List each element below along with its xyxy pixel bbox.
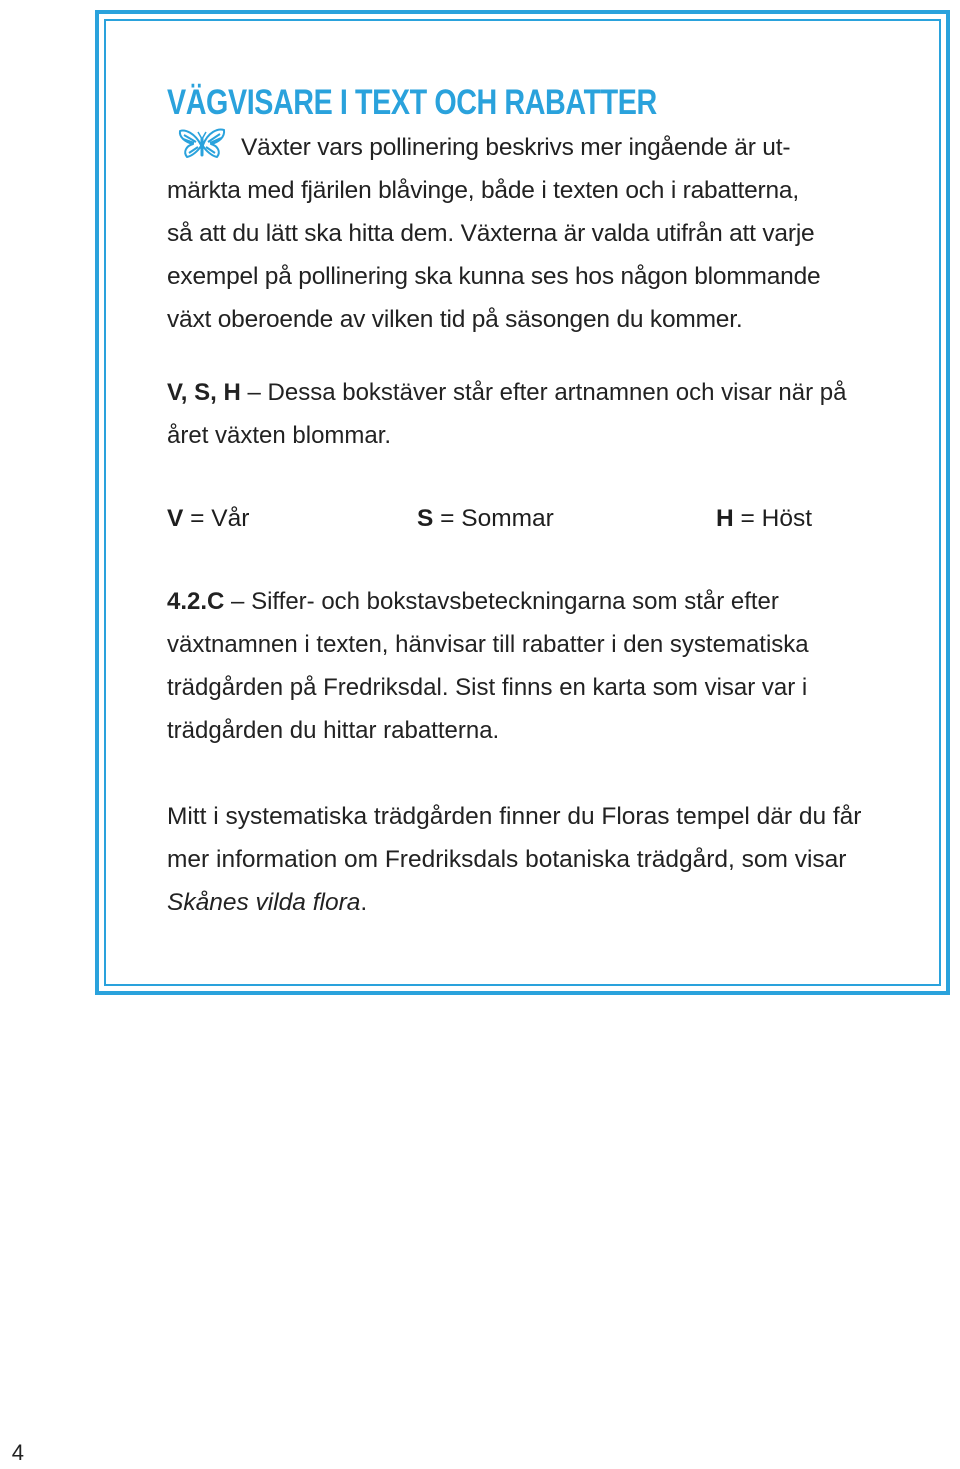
- codes-text: Siffer- och bokstavsbeteckningarna som står efter växtnamnen i texten, hänvisar till rabatter i den systematiska trädgården på Fredriksdal. Sist finns en karta som visar var i trädgården du hittar rabatterna.: [167, 588, 809, 744]
- intro-line-5: växt oberoende av vilken tid på säsongen du kommer.: [167, 306, 743, 333]
- intro-line-4: exempel på pollinering ska kunna ses hos någon blommande: [167, 263, 821, 290]
- codes-lead: 4.2.C: [167, 588, 225, 615]
- legend-label: = Vår: [190, 505, 250, 532]
- legend-summer: [417, 497, 554, 540]
- section-title: VÄGVISARE I TEXT OCH RABATTER: [167, 83, 657, 122]
- legend-label: = Sommar: [440, 505, 554, 532]
- butterfly-icon: [177, 127, 227, 161]
- seasons-paragraph: [167, 371, 882, 457]
- codes-paragraph: [167, 580, 882, 752]
- legend-autumn: [716, 497, 812, 540]
- legend-label: = Höst: [740, 505, 813, 532]
- guide-content: [167, 80, 882, 949]
- intro-line-2: märkta med fjärilen blåvinge, både i texten och i rabatterna,: [167, 177, 799, 204]
- page-number: 4: [11, 1440, 24, 1465]
- seasons-dash: –: [247, 379, 261, 406]
- legend-letter: S: [417, 505, 434, 532]
- temple-paragraph: [167, 795, 882, 924]
- temple-text: Mitt i systematiska trädgården finner du Floras tempel där du får mer information om Fredriksdals botaniska trädgård, som visar: [167, 803, 862, 873]
- seasons-text: Dessa bokstäver står efter artnamnen och visar när på året växten blommar.: [167, 379, 847, 449]
- legend-spring: [167, 497, 249, 540]
- temple-italic: Skånes vilda flora: [167, 889, 361, 916]
- legend-letter: H: [716, 505, 734, 532]
- temple-end: .: [360, 889, 368, 916]
- intro-paragraph: [167, 126, 882, 341]
- codes-dash: –: [231, 588, 245, 615]
- legend-letter: V: [167, 505, 184, 532]
- intro-line-3: så att du lätt ska hitta dem. Växterna är valda utifrån att varje: [167, 220, 815, 247]
- season-legend: [167, 497, 882, 540]
- seasons-lead: V, S, H: [167, 379, 241, 406]
- intro-line-1: Växter vars pollinering beskrivs mer ingående är ut-: [241, 134, 791, 161]
